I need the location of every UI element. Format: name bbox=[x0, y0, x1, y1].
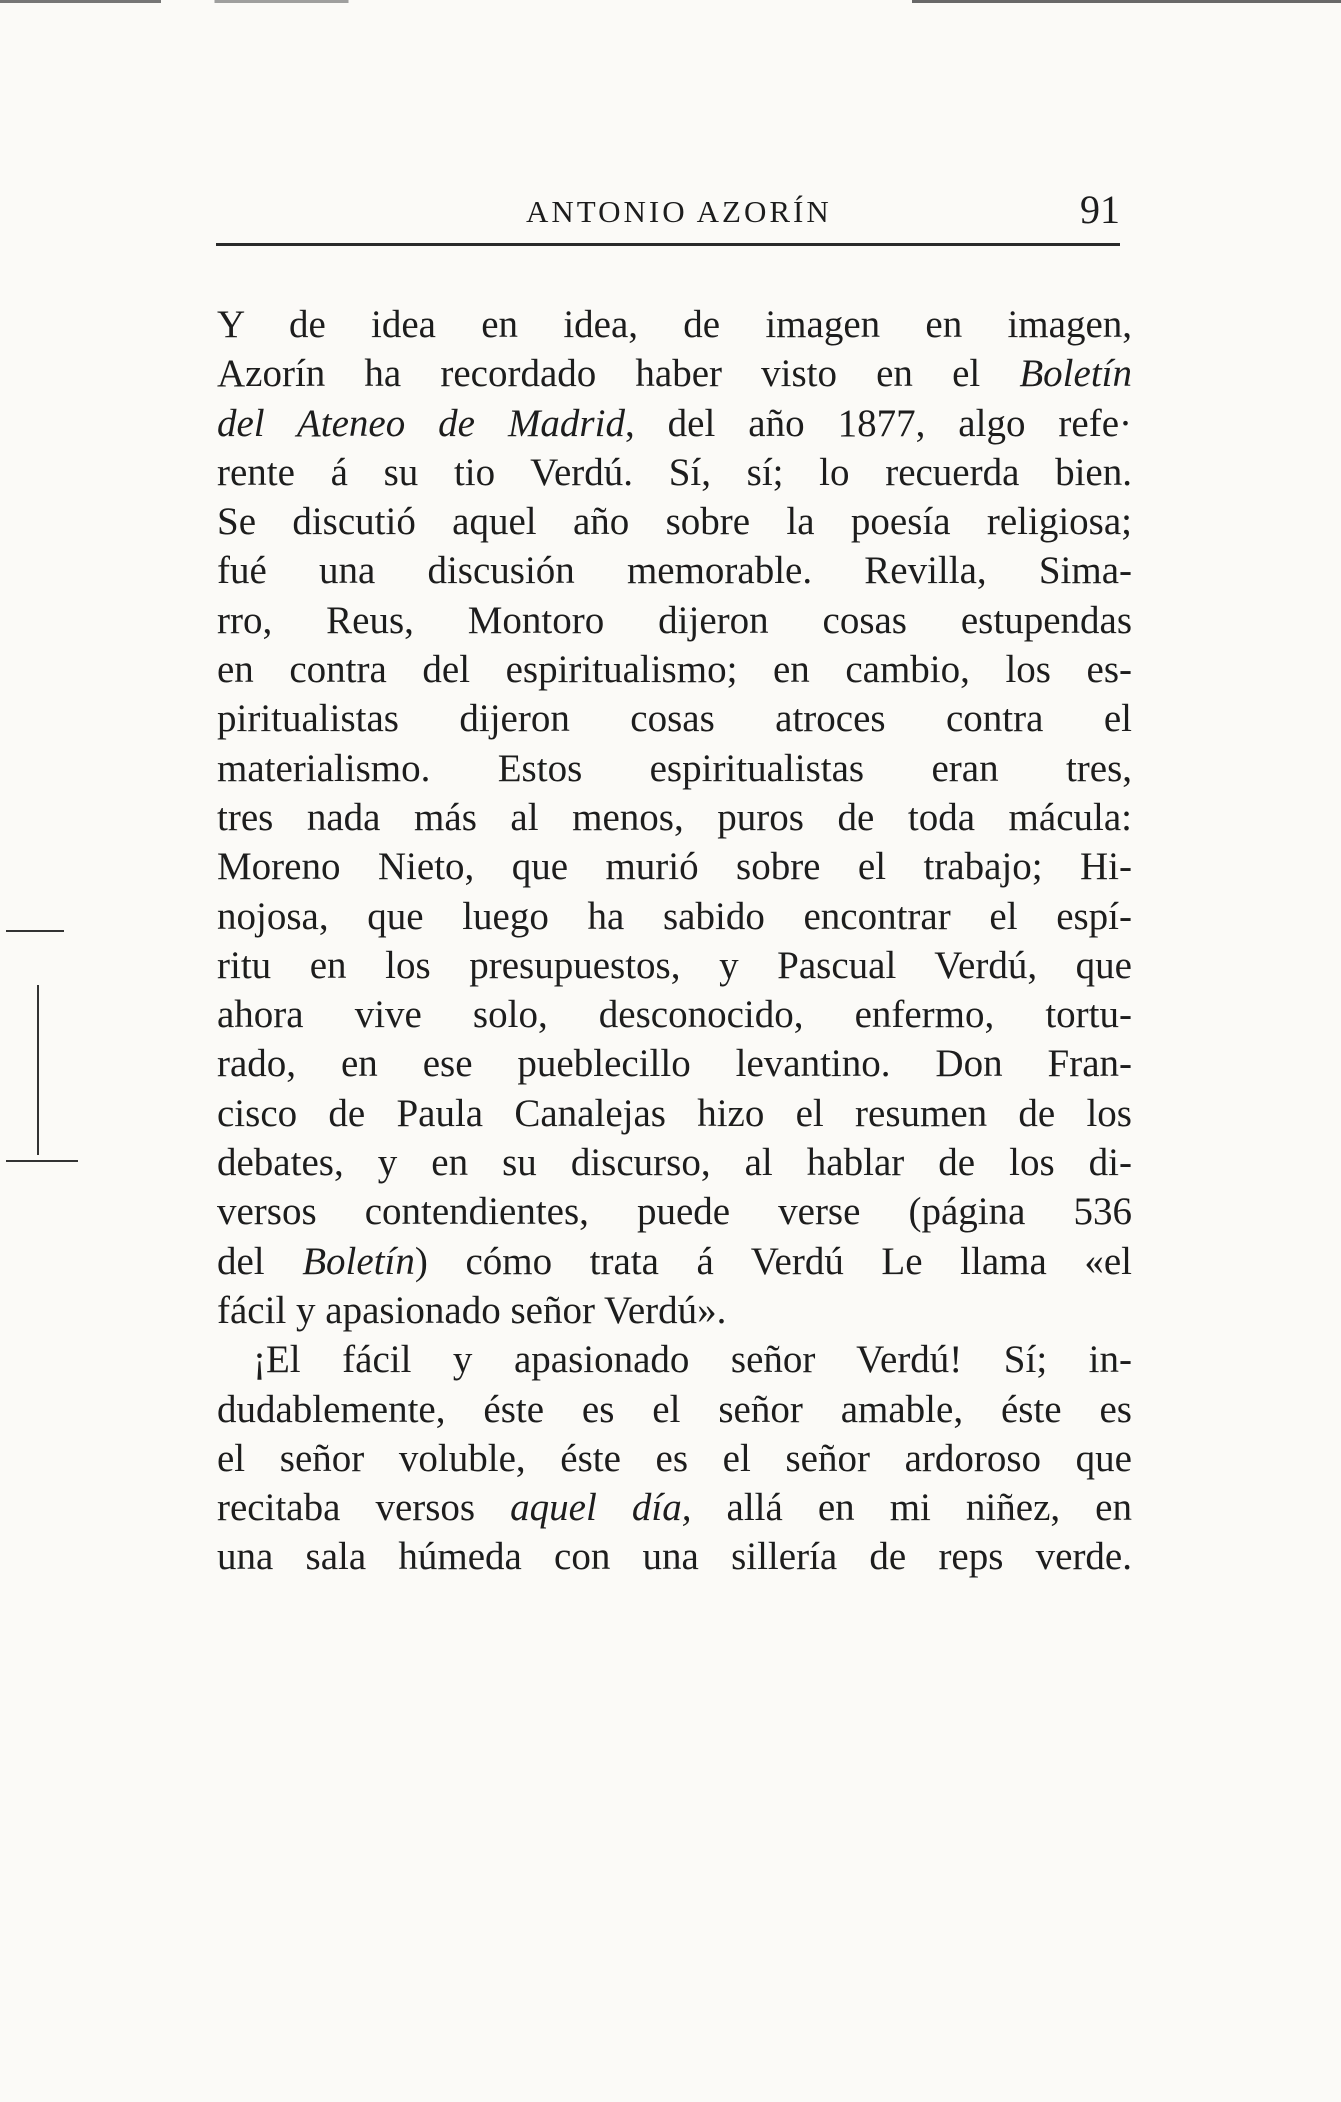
text-line: ritu en los presupuestos, y Pascual Verdú, que bbox=[217, 943, 1132, 987]
italic-phrase: aquel día, bbox=[510, 1486, 692, 1530]
body-text bbox=[217, 300, 1132, 1582]
text-line: fácil y apasionado señor Verdú». bbox=[217, 1288, 727, 1332]
page-number: 91 bbox=[1080, 187, 1120, 232]
page-top-edge bbox=[0, 0, 1341, 3]
italic-title: Boletín bbox=[1019, 352, 1132, 396]
text-line: Y de idea en idea, de imagen en imagen, bbox=[217, 303, 1132, 346]
margin-mark bbox=[6, 1160, 78, 1162]
text-line: ¡El fácil y apasionado señor Verdú! Sí; in- bbox=[253, 1338, 1132, 1382]
margin-mark bbox=[37, 985, 39, 1155]
text-line: del Ateneo de Madrid, del año 1877, algo refe· bbox=[217, 401, 1132, 445]
running-head bbox=[216, 186, 1120, 242]
text-line: del Boletín) cómo trata á Verdú Le llama «el bbox=[217, 1239, 1132, 1283]
text-line: nojosa, que luego ha sabido encontrar el espí- bbox=[217, 894, 1132, 938]
text-line: Azorín ha recordado haber visto en el Boletín bbox=[217, 352, 1132, 396]
text-line: rro, Reus, Montoro dijeron cosas estupendas bbox=[217, 598, 1132, 642]
text-line: rente á su tio Verdú. Sí, sí; lo recuerda bien. bbox=[217, 450, 1132, 494]
italic-title: del Ateneo de Madrid bbox=[217, 401, 625, 445]
text-line: dudablemente, éste es el señor amable, éste es bbox=[217, 1387, 1132, 1431]
italic-title: Boletín bbox=[302, 1239, 415, 1283]
running-title: ANTONIO AZORÍN bbox=[526, 194, 832, 229]
text-line: cisco de Paula Canalejas hizo el resumen de los bbox=[217, 1091, 1132, 1135]
text-line: materialismo. Estos espiritualistas eran tres, bbox=[217, 746, 1132, 790]
text-line: una sala húmeda con una sillería de reps verde. bbox=[217, 1535, 1132, 1579]
text-line: Se discutió aquel año sobre la poesía religiosa; bbox=[217, 500, 1132, 544]
text-line: ahora vive solo, desconocido, enfermo, tortu- bbox=[217, 993, 1132, 1037]
text-line: en contra del espiritualismo; en cambio, los es- bbox=[217, 648, 1132, 692]
text-line: versos contendientes, puede verse (página 536 bbox=[217, 1190, 1132, 1234]
margin-mark bbox=[6, 930, 64, 932]
text-line: el señor voluble, éste es el señor ardoroso que bbox=[217, 1436, 1132, 1480]
text-line: tres nada más al menos, puros de toda mácula: bbox=[217, 795, 1132, 839]
text-line: Moreno Nieto, que murió sobre el trabajo; Hi- bbox=[217, 845, 1132, 889]
text-line: recitaba versos aquel día, allá en mi niñez, en bbox=[217, 1486, 1132, 1530]
text-line: fué una discusión memorable. Revilla, Sima- bbox=[217, 549, 1132, 593]
text-line: rado, en ese pueblecillo levantino. Don Fran- bbox=[217, 1042, 1132, 1086]
text-line: piritualistas dijeron cosas atroces contra el bbox=[217, 697, 1132, 741]
text-line: debates, y en su discurso, al hablar de los di- bbox=[217, 1141, 1132, 1185]
header-rule bbox=[216, 243, 1120, 246]
